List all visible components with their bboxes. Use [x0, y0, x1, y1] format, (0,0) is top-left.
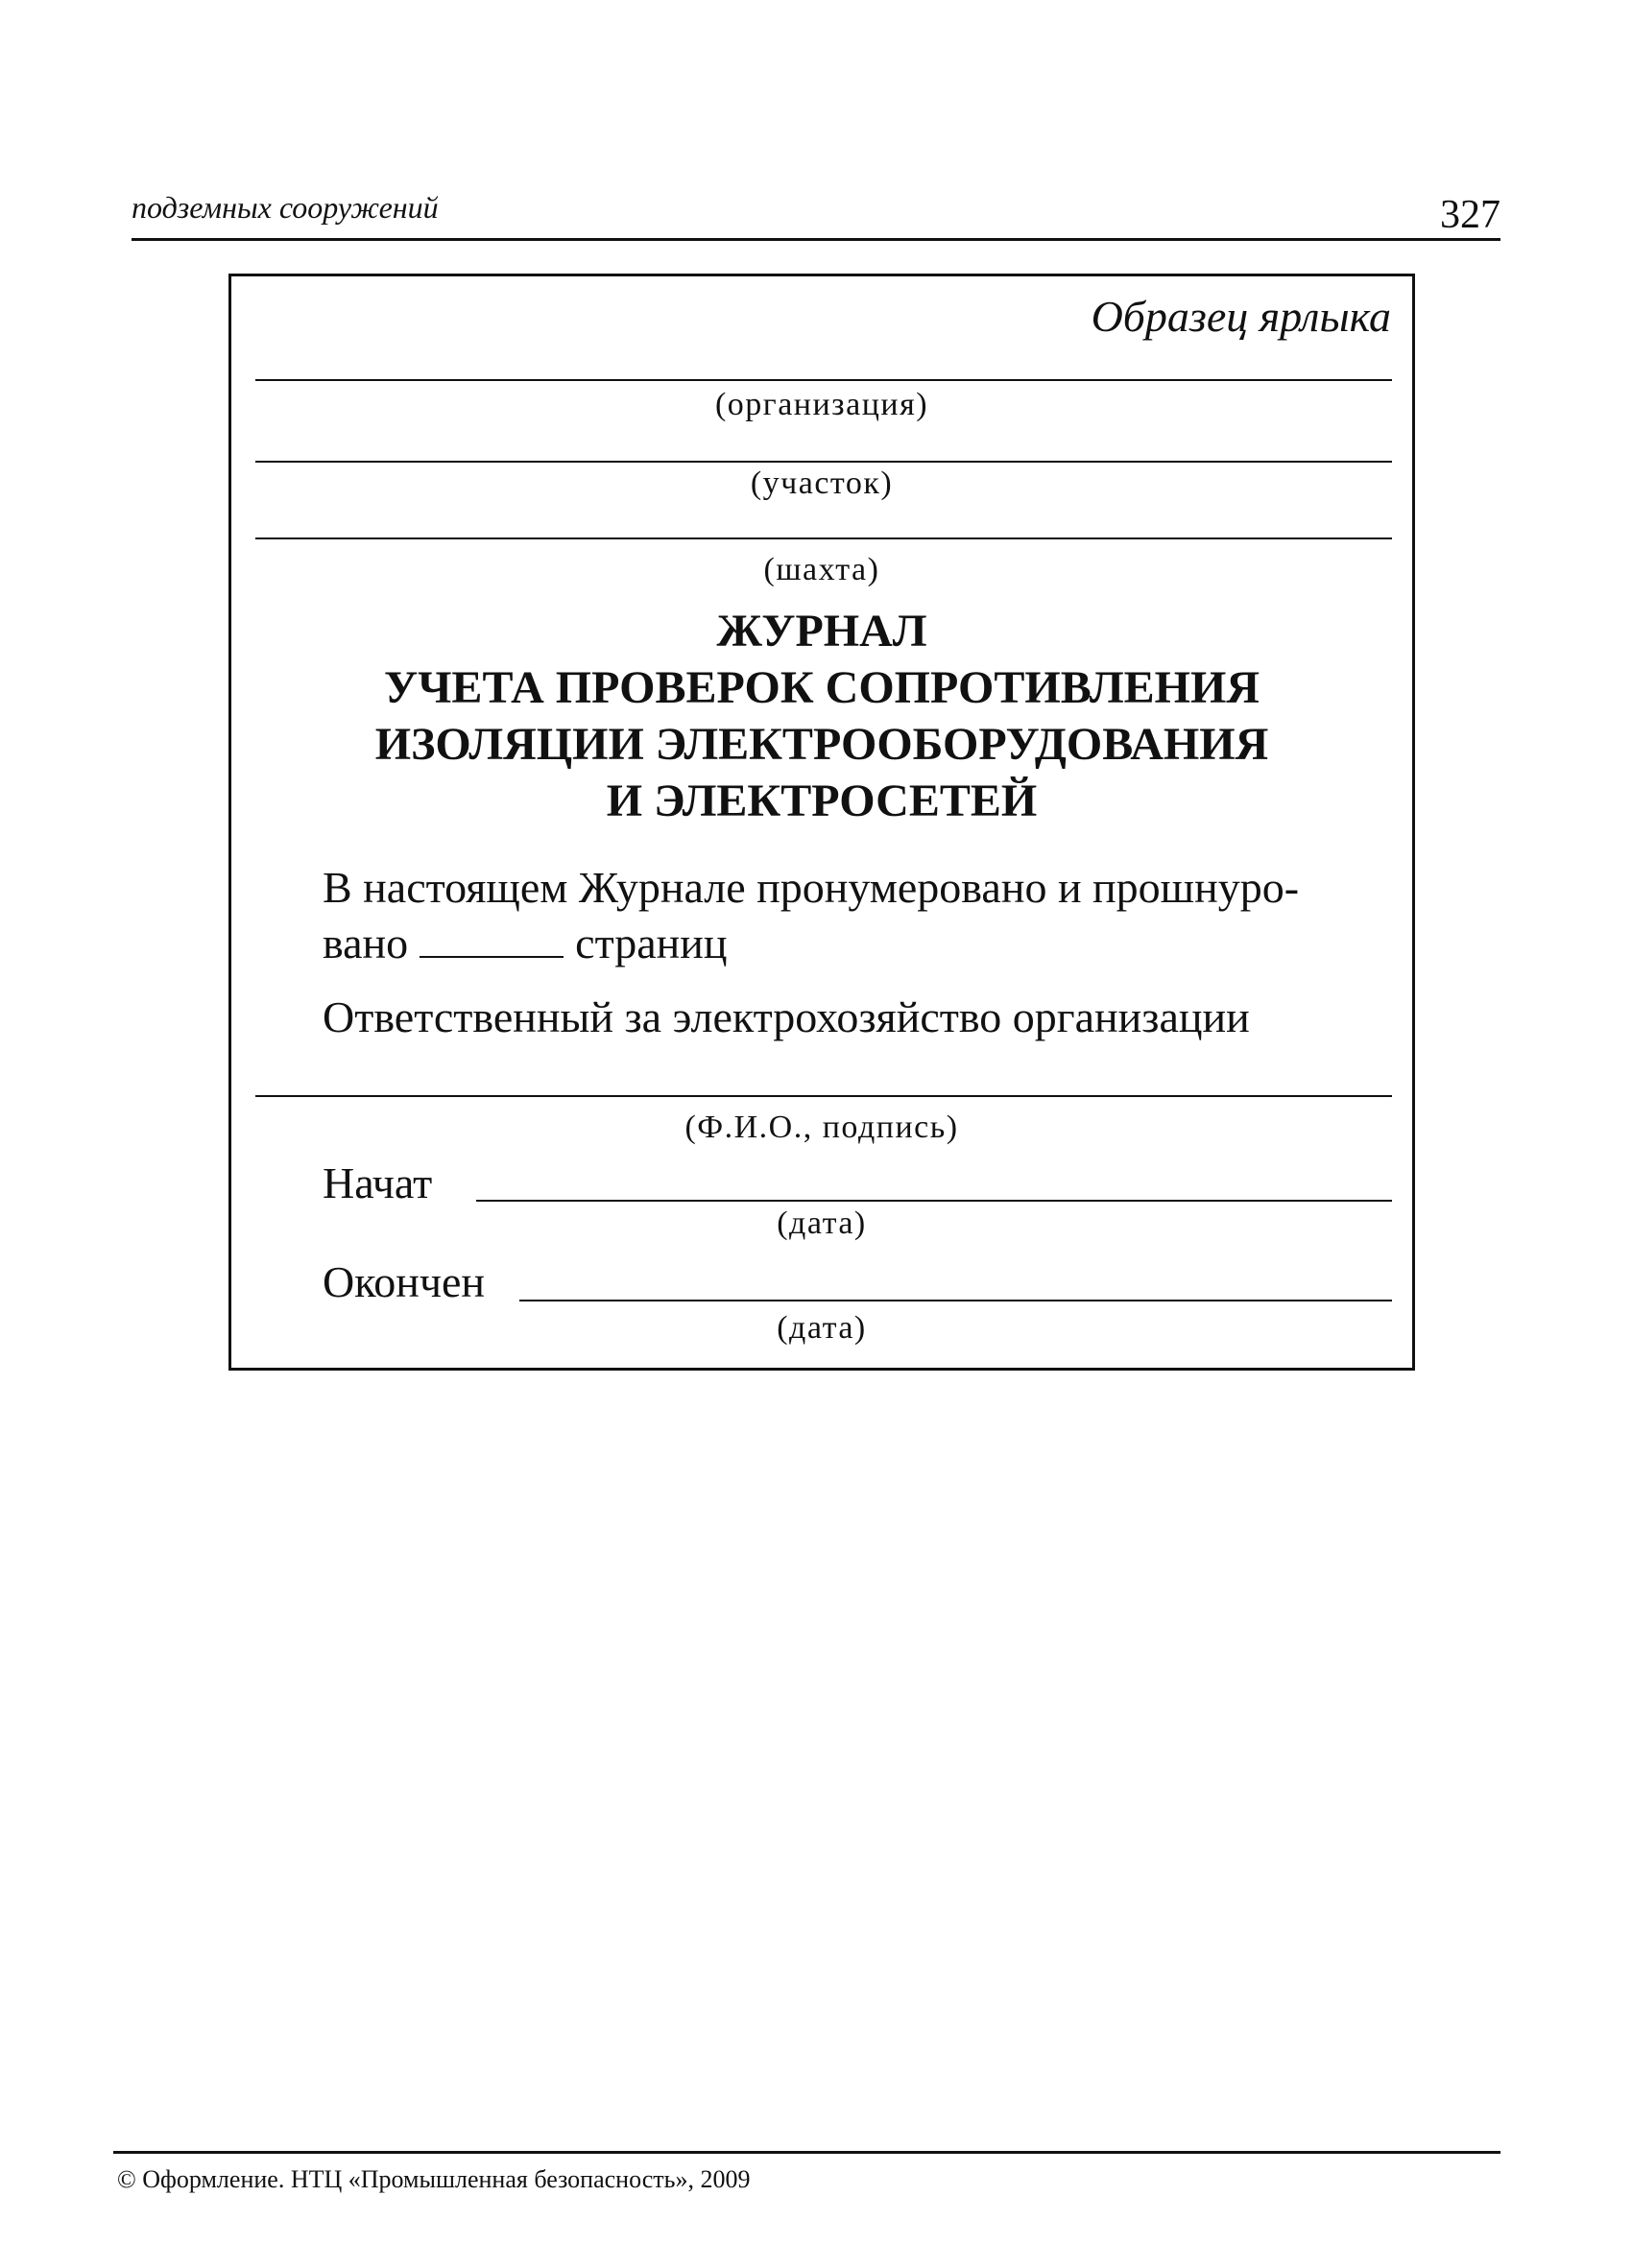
journal-label-sample — [228, 274, 1415, 1371]
journal-title-line: УЧЕТА ПРОВЕРОК СОПРОТИВЛЕНИЯ — [383, 662, 1260, 713]
journal-title-line: ИЗОЛЯЦИИ ЭЛЕКТРООБОРУДОВАНИЯ — [374, 719, 1269, 770]
organization-caption: (организация) — [714, 387, 929, 422]
mine-field-line — [255, 537, 1392, 539]
section-caption: (участок) — [750, 466, 894, 501]
responsible-statement: Ответственный за электрохозяйство организации — [323, 992, 1250, 1041]
started-date-line — [476, 1200, 1392, 1202]
pages-statement-start: вано — [323, 919, 409, 967]
finished-label: Окончен — [323, 1257, 486, 1306]
signature-caption: (Ф.И.О., подпись) — [684, 1110, 959, 1145]
running-header — [132, 188, 1500, 241]
footer-rule — [113, 2151, 1500, 2154]
sample-caption: Образец ярлыка — [1091, 292, 1391, 341]
page-number: 327 — [1440, 193, 1500, 237]
started-date-caption: (дата) — [777, 1206, 867, 1241]
finished-date-caption: (дата) — [777, 1310, 867, 1346]
section-field-line — [255, 461, 1392, 463]
mine-caption: (шахта) — [763, 552, 880, 587]
started-label: Начат — [323, 1158, 433, 1207]
finished-date-line — [519, 1300, 1392, 1301]
organization-field-line — [255, 379, 1392, 381]
signature-field-line — [255, 1095, 1392, 1097]
running-title: подземных сооружений — [132, 190, 439, 225]
pages-statement-line-1: В настоящем Журнале пронумеровано и прошнуро- — [323, 863, 1300, 912]
pages-statement-end: страниц — [575, 919, 728, 967]
page-count-blank — [420, 918, 564, 958]
journal-title-line: ЖУРНАЛ — [716, 606, 927, 657]
journal-title-line: И ЭЛЕКТРОСЕТЕЙ — [606, 776, 1038, 826]
journal-title — [231, 603, 1412, 829]
pages-statement-line-2 — [323, 918, 728, 968]
copyright-footer: © Оформление. НТЦ «Промышленная безопасность», 2009 — [117, 2165, 751, 2193]
